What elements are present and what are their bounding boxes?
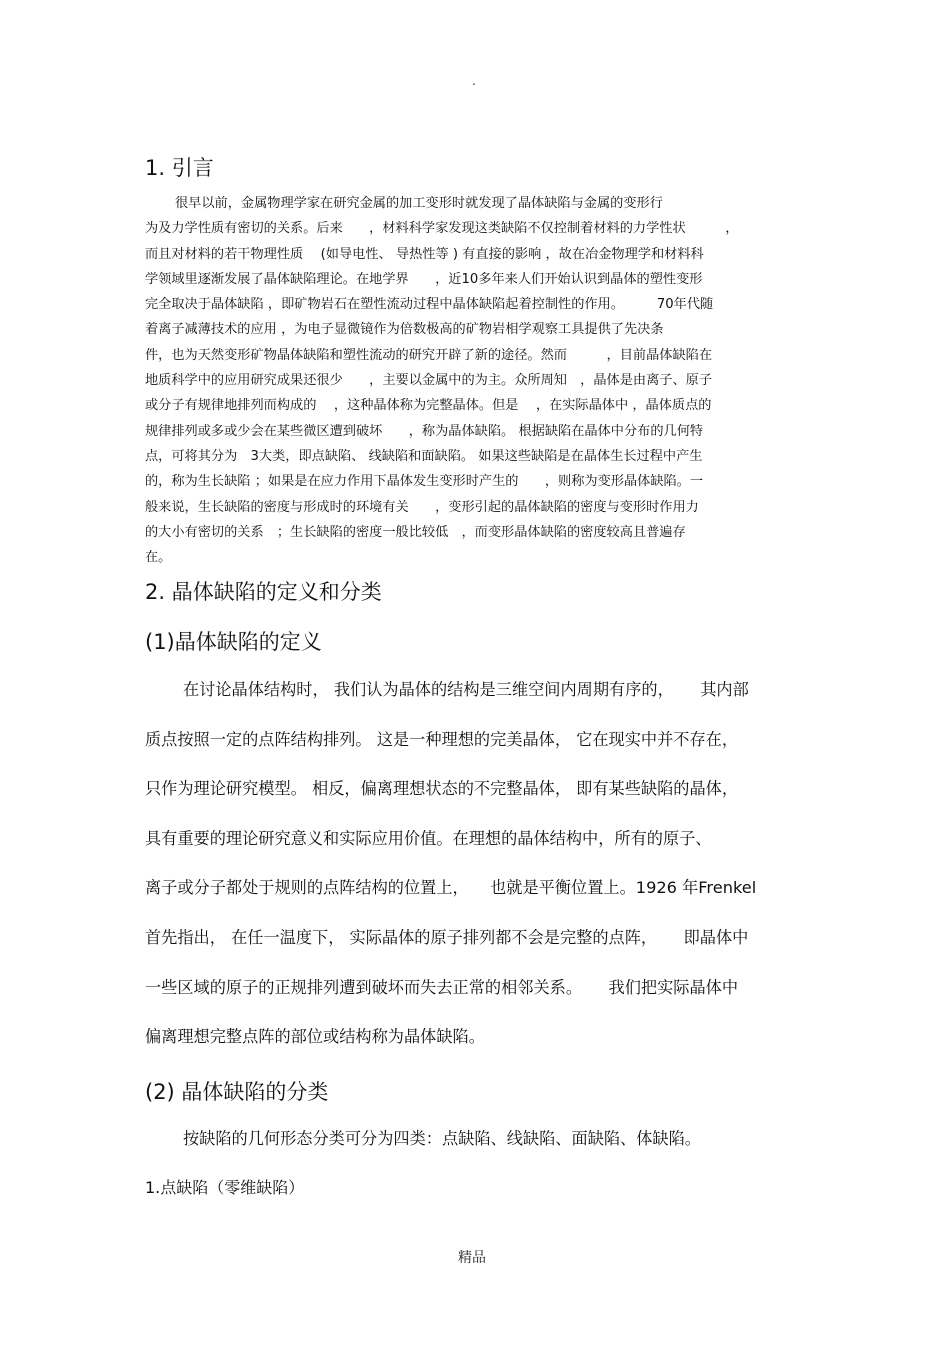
body-line: 一些区域的原子的正规排列遭到破坏而失去正常的相邻关系。 我们把实际晶体中 — [145, 977, 739, 997]
body-line: 只作为理论研究模型。 相反，偏离理想状态的不完整晶体， 即有某些缺陷的晶体， — [145, 779, 739, 799]
body-line: 地质科学中的应用研究成果还很少 ，主要以金属中的为主。众所周知 ，晶体是由离子、原子 — [145, 373, 713, 389]
body-line: 点，可将其分为 3大类，即点缺陷、 线缺陷和面缺陷。 如果这些缺陷是在晶体生长过程中产生 — [145, 448, 703, 464]
body-line: 在讨论晶体结构时， 我们认为晶体的结构是三维空间内周期有序的， 其内部 — [183, 680, 749, 699]
body-line: 或分子有规律地排列而构成的 ，这种晶体称为完整晶体。但是 ，在实际晶体中 ，晶体质点的 — [145, 398, 712, 414]
body-line: 的，称为生长缺陷 ；如果是在应力作用下晶体发生变形时产生的 ，则称为变形晶体缺陷。一 — [145, 474, 704, 490]
section-1-title: 1. 引言 — [145, 156, 214, 180]
body-line: 着离子减薄技术的应用 ，为电子显微镜作为倍数极高的矿物岩相学观察工具提供了先决条 — [145, 322, 664, 338]
section-2-title: 2. 晶体缺陷的定义和分类 — [145, 580, 382, 604]
header-dot: . — [472, 74, 476, 88]
body-line: 般来说，生长缺陷的密度与形成时的环境有关 ，变形引起的晶体缺陷的密度与变形时作用力 — [145, 499, 699, 515]
body-line: 完全取决于晶体缺陷 ，即矿物岩石在塑性流动过程中晶体缺陷起着控制性的作用。 70年代随 — [145, 297, 714, 313]
body-line: 在。 — [145, 550, 172, 566]
body-line: 学领域里逐渐发展了晶体缺陷理论。在地学界 ，近10多年来人们开始认识到晶体的塑性变形 — [145, 271, 703, 287]
body-line: 很早以前，金属物理学家在研究金属的加工变形时就发现了晶体缺陷与金属的变形行 — [175, 196, 663, 211]
body-line: 而且对材料的若干物理性质 (如导电性、 导热性等 ) 有直接的影响 ，故在冶金物理学和材料科 — [145, 246, 704, 262]
point-defect-heading: 1.点缺陷（零维缺陷） — [145, 1178, 305, 1197]
body-line: 件，也为天然变形矿物晶体缺陷和塑性流动的研究开辟了新的途径。然而 ，目前晶体缺陷在 — [145, 347, 713, 363]
body-line: 偏离理想完整点阵的部位或结构称为晶体缺陷。 — [145, 1027, 485, 1047]
subsection-2-body — [145, 1114, 825, 1164]
body-line: 离子或分子都处于规则的点阵结构的位置上， 也就是平衡位置上。1926 年Frenkel — [145, 878, 757, 898]
body-line: 质点按照一定的点阵结构排列。 这是一种理想的完美晶体， 它在现实中并不存在， — [145, 729, 739, 749]
subsection-1-title: (1)晶体缺陷的定义 — [145, 630, 322, 654]
body-line: 为及力学性质有密切的关系。后来 ，材料科学家发现这类缺陷不仅控制着材料的力学性状 ， — [145, 221, 739, 237]
footer-label: 精品 — [458, 1250, 486, 1266]
body-line: 首先指出， 在任一温度下， 实际晶体的原子排列都不会是完整的点阵， 即晶体中 — [145, 927, 749, 947]
body-line: 具有重要的理论研究意义和实际应用价值。在理想的晶体结构中，所有的原子、 — [145, 828, 712, 848]
subsection-2-title: (2) 晶体缺陷的分类 — [145, 1080, 329, 1104]
section-1-body — [145, 191, 805, 570]
subsection-1-body — [145, 665, 825, 1062]
body-line: 的大小有密切的关系 ；生长缺陷的密度一般比较低 ，而变形晶体缺陷的密度较高且普遍存 — [145, 524, 686, 540]
body-line: 按缺陷的几何形态分类可分为四类：点缺陷、线缺陷、面缺陷、体缺陷。 — [183, 1129, 701, 1148]
body-line: 规律排列或多或少会在某些微区遭到破坏 ，称为晶体缺陷。 根据缺陷在晶体中分布的几何特 — [145, 423, 704, 439]
